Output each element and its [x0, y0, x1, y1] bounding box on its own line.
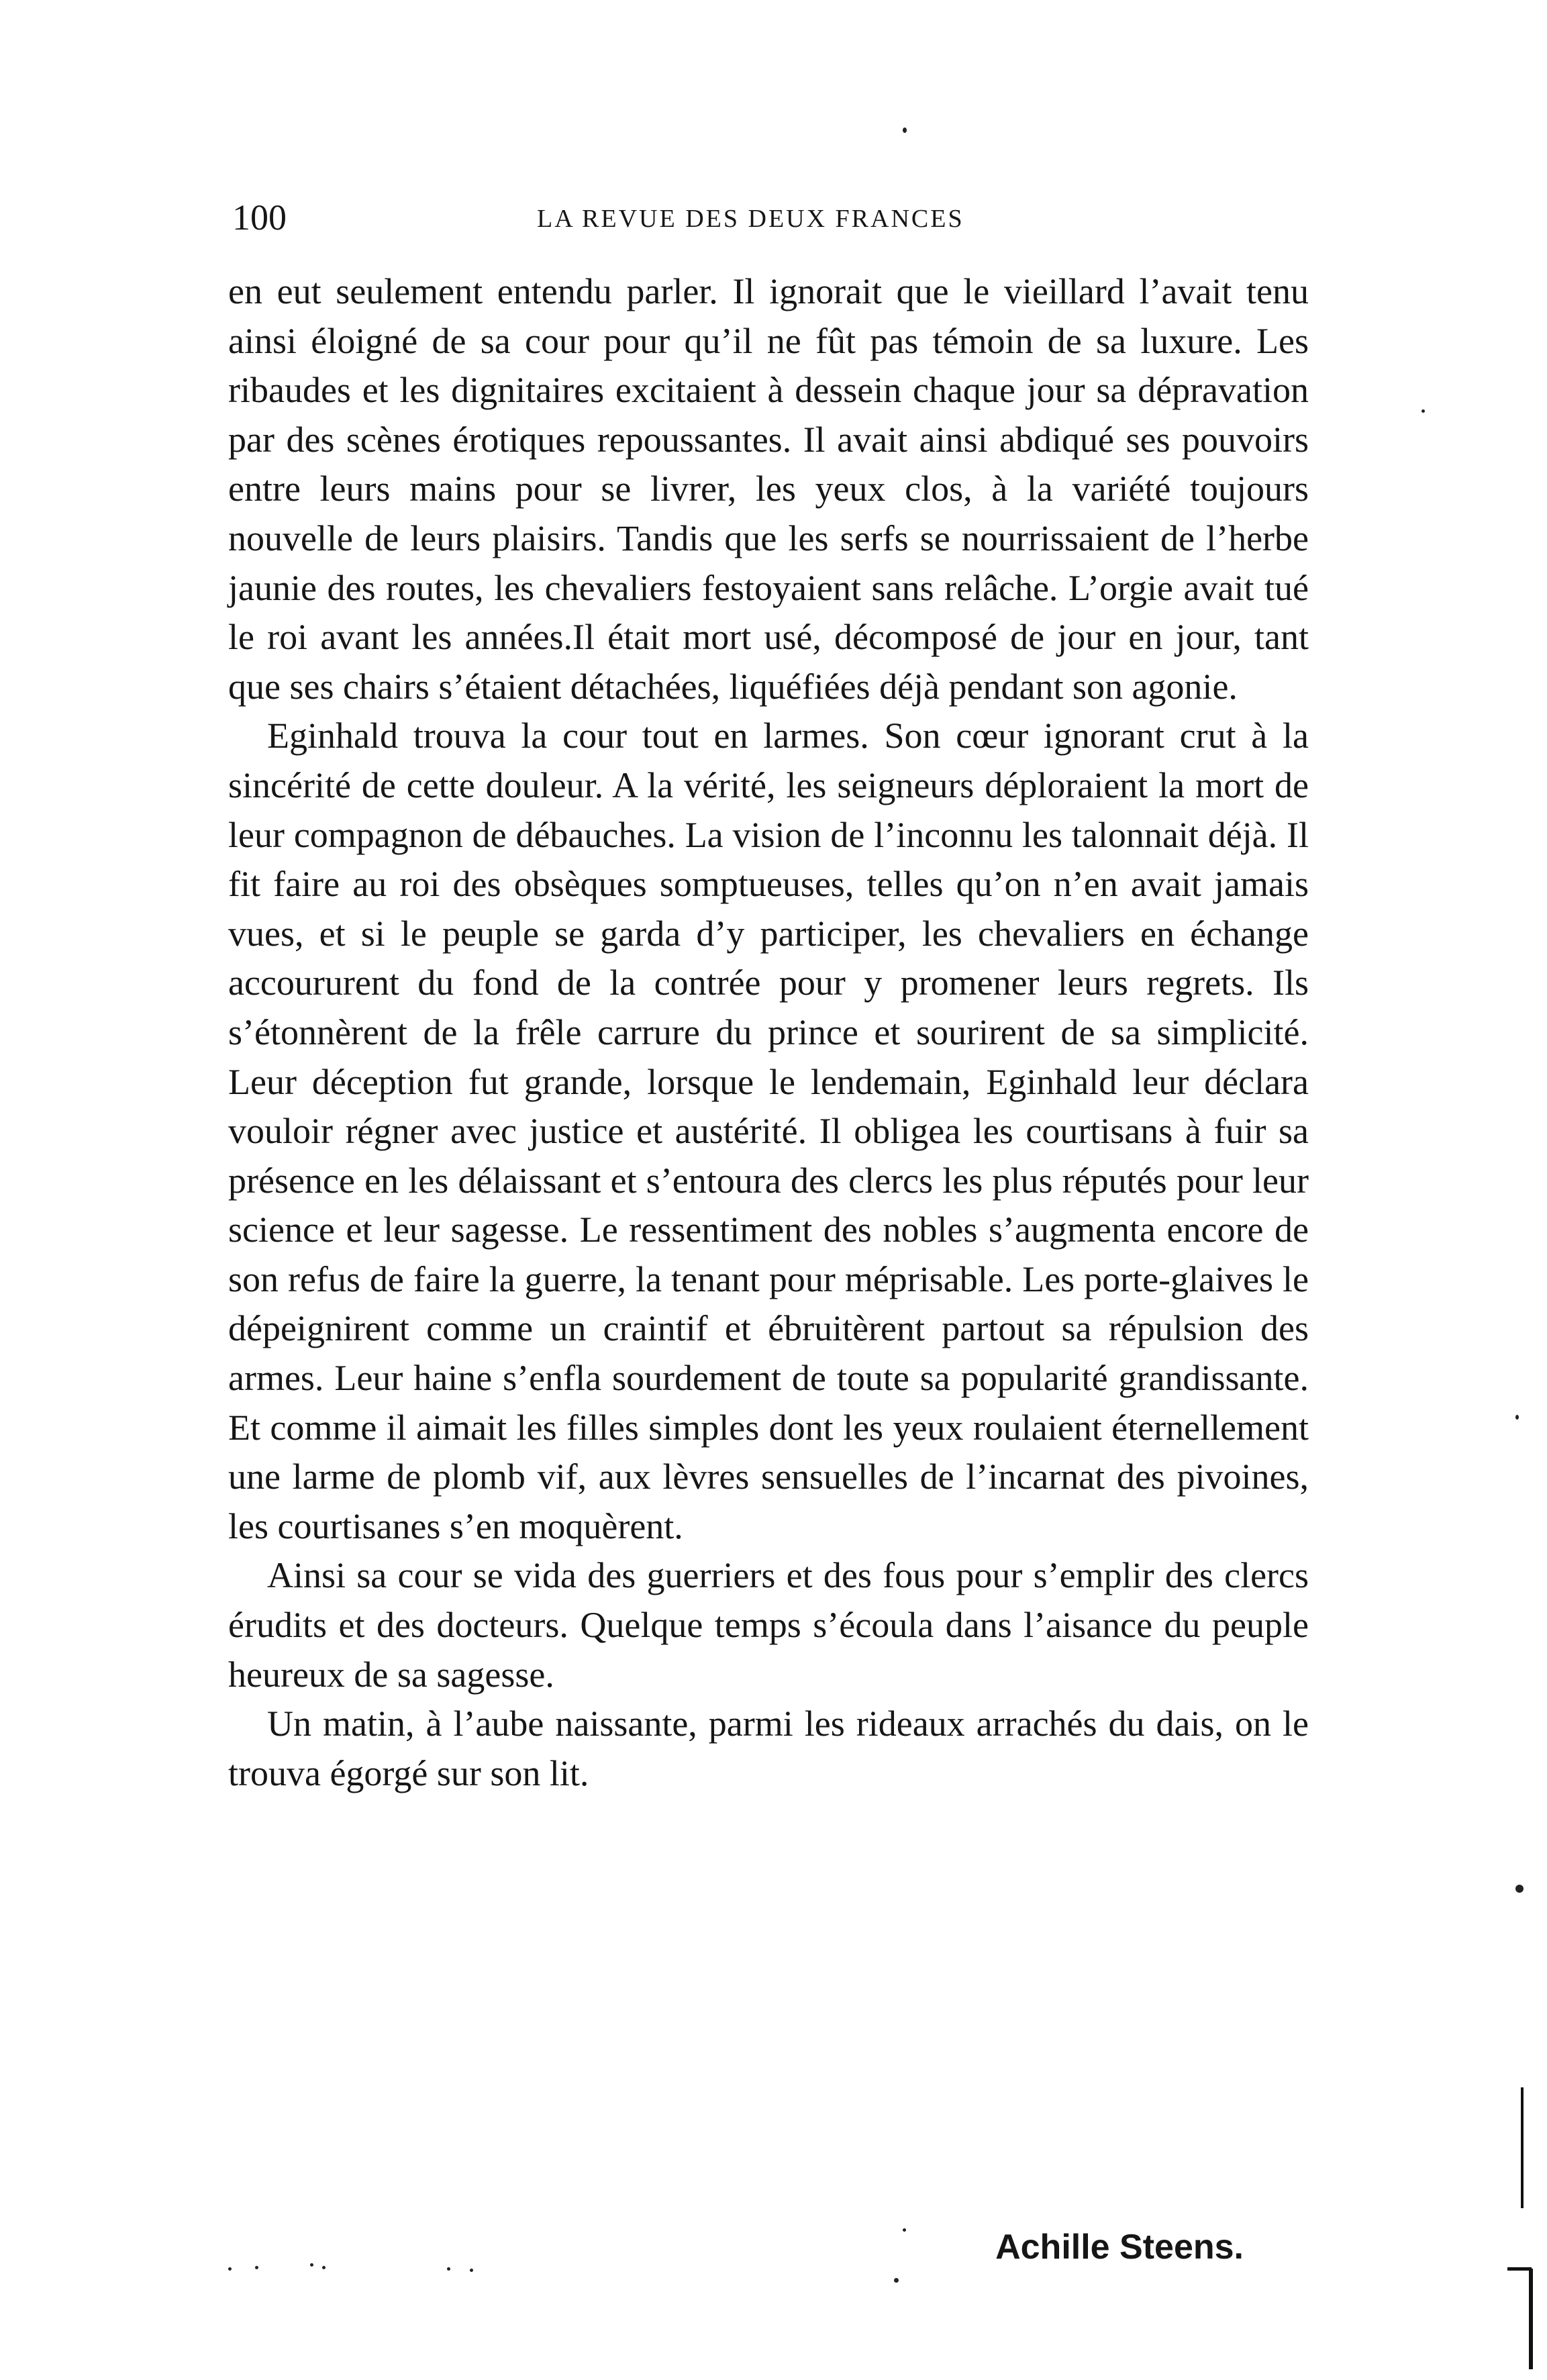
- scan-speck: [903, 2228, 906, 2232]
- paragraph-3: Ainsi sa cour se vida des guerriers et des fous pour s’emplir des clercs érudits et des docteurs. Quelque temps s’écoula dans l’aisance du peuple heureux de sa sagesse.: [228, 1555, 1309, 1695]
- scan-speck: [322, 2266, 326, 2269]
- running-head: LA REVUE DES DEUX FRANCES: [537, 205, 964, 233]
- scan-speck: [255, 2266, 258, 2269]
- scan-speck: [1515, 1885, 1524, 1893]
- article-body: [228, 267, 1309, 1798]
- scan-edge-mark: [1507, 2267, 1532, 2271]
- scan-edge-mark: [1521, 2087, 1524, 2208]
- scan-speck: [310, 2263, 313, 2267]
- scan-speck: [228, 2267, 232, 2271]
- scan-speck: [447, 2267, 450, 2271]
- page-number: 100: [232, 197, 287, 238]
- paragraph-4: Un matin, à l’aube naissante, parmi les rideaux arrachés du dais, on le trouva égorgé sur son lit.: [228, 1703, 1309, 1793]
- scan-speck: [903, 128, 907, 133]
- paragraph-2: Eginhald trouva la cour tout en larmes. Son cœur ignorant crut à la sincérité de cette douleur. A la vérité, les seigneurs déploraient la mort de leur compagnon de débauches. La vision de l’inconnu les talonnait déjà. Il fit faire au roi des obsèques somptueuses, telles qu’on n’en avait jamais vues, et si le peuple se garda d’y participer, les chevaliers en échange accoururent du fond de la contrée pour y promener leurs regrets. Ils s’étonnèrent de la frêle carrure du prince et sourirent de sa simplicité. Leur déception fut grande, lorsque le lendemain, Eginhald leur déclara vouloir régner avec justice et austérité. Il obligea les courtisans à fuir sa présence en les délaissant et s’entoura des clercs les plus réputés pour leur science et leur sagesse. Le ressentiment des nobles s’augmenta encore de son refus de faire la guerre, la tenant pour méprisable. Les porte-glaives le dépeignirent comme un craintif et ébruitèrent partout sa répulsion des armes. Leur haine s’enfla sourdement de toute sa popularité grandissante. Et comme il aimait les filles simples dont les yeux roulaient éternellement une larme de plomb vif, aux lèvres sensuelles de l’incarnat des pivoines, les courtisanes s’en moquèrent.: [228, 715, 1309, 1546]
- author-signature: Achille Steens.: [995, 2228, 1244, 2267]
- scan-speck: [1421, 409, 1425, 413]
- paragraph-1: en eut seulement entendu parler. Il ignorait que le vieillard l’avait tenu ainsi éloigné de sa cour pour qu’il ne fût pas témoin de sa luxure. Les ribaudes et les dignitaires excitaient à dessein chaque jour sa dépravation par des scènes érotiques repoussantes. Il avait ainsi abdiqué ses pouvoirs entre leurs mains pour se livrer, les yeux clos, à la variété toujours nouvelle de leurs plaisirs. Tandis que les serfs se nourrissaient de l’herbe jaunie des routes, les chevaliers festoyaient sans relâche. L’orgie avait tué le roi avant les années.Il était mort usé, décomposé de jour en jour, tant que ses chairs s’étaient détachées, liquéfiées déjà pendant son agonie.: [228, 271, 1309, 707]
- scan-edge-mark: [1529, 2269, 1533, 2369]
- scan-speck: [1515, 1415, 1519, 1420]
- scan-speck: [894, 2278, 899, 2283]
- scan-speck: [470, 2269, 473, 2272]
